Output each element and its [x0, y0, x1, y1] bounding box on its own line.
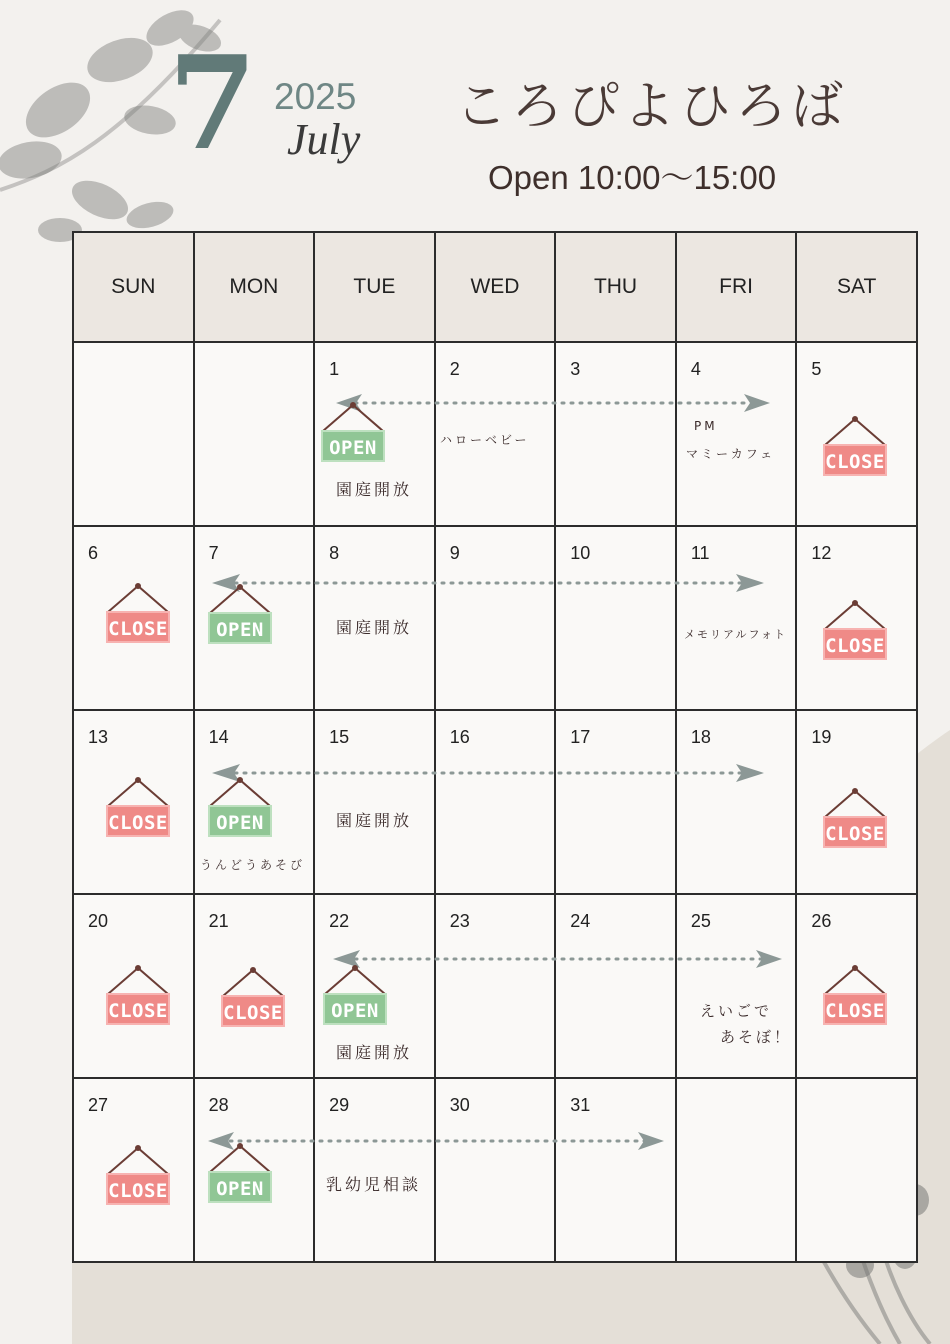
event-garden-open: 園庭開放 — [336, 1043, 413, 1062]
day-number: 12 — [811, 543, 832, 563]
day-number: 17 — [570, 727, 591, 747]
day-number: 24 — [570, 911, 591, 931]
weekday-sun: SUN — [73, 232, 194, 342]
day-number: 28 — [208, 1095, 229, 1115]
sign-label: OPEN — [323, 993, 387, 1025]
close-sign — [823, 788, 887, 848]
day-number: 29 — [329, 1095, 350, 1115]
open-sign — [208, 584, 272, 644]
day-number: 7 — [208, 543, 219, 563]
sign-label: OPEN — [208, 805, 272, 837]
day-cell — [555, 342, 676, 526]
day-cell-empty — [194, 342, 315, 526]
event-pm-label: PM — [694, 419, 718, 433]
day-number: 15 — [329, 727, 350, 747]
sign-label: CLOSE — [823, 816, 887, 848]
month-number: 7 — [168, 29, 258, 179]
sign-label: CLOSE — [823, 628, 887, 660]
week-row — [73, 526, 917, 710]
close-sign — [106, 777, 170, 837]
open-sign — [208, 1143, 272, 1203]
day-cell — [314, 1078, 435, 1262]
weekday-wed: WED — [435, 232, 556, 342]
opening-hours: Open 10:00〜15:00 — [488, 159, 777, 196]
day-cell — [435, 710, 556, 894]
sign-label: CLOSE — [106, 805, 170, 837]
day-cell — [555, 894, 676, 1078]
sign-label: OPEN — [321, 430, 385, 462]
weekday-sat: SAT — [796, 232, 917, 342]
event-hello-baby: ハローベビー — [440, 433, 530, 447]
weekday-thu: THU — [555, 232, 676, 342]
calendar-grid — [72, 231, 918, 1263]
day-cell — [676, 342, 797, 526]
open-sign — [323, 965, 387, 1025]
open-sign — [208, 777, 272, 837]
day-number: 25 — [690, 911, 711, 931]
event-memorial-photo: メモリアルフォト — [684, 628, 788, 641]
event-undou-asobi: うんどうあそび — [200, 858, 306, 872]
close-sign — [106, 1145, 170, 1205]
day-cell — [555, 710, 676, 894]
day-number: 20 — [88, 911, 109, 931]
day-number: 21 — [208, 911, 229, 931]
day-cell — [435, 1078, 556, 1262]
weekday-mon: MON — [194, 232, 315, 342]
day-number: 26 — [811, 911, 832, 931]
day-number: 11 — [690, 543, 710, 563]
event-garden-open: 園庭開放 — [336, 618, 413, 637]
weekday-header-row — [73, 232, 917, 342]
event-garden-open: 園庭開放 — [336, 811, 413, 830]
day-number: 8 — [329, 543, 340, 563]
event-garden-open: 園庭開放 — [336, 480, 413, 499]
sign-label: CLOSE — [221, 995, 285, 1027]
day-number: 6 — [88, 543, 99, 563]
close-sign — [106, 965, 170, 1025]
day-number: 1 — [329, 359, 340, 379]
sign-label: OPEN — [208, 612, 272, 644]
day-cell — [314, 710, 435, 894]
day-number: 3 — [570, 359, 581, 379]
day-number: 16 — [449, 727, 470, 747]
day-cell — [676, 710, 797, 894]
year-label: 2025 — [274, 76, 357, 117]
day-number: 30 — [449, 1095, 470, 1115]
close-sign — [106, 583, 170, 643]
day-number: 19 — [811, 727, 832, 747]
sign-label: CLOSE — [823, 993, 887, 1025]
sign-label: CLOSE — [106, 993, 170, 1025]
day-number: 31 — [570, 1095, 591, 1115]
sign-label: OPEN — [208, 1171, 272, 1203]
week-row — [73, 894, 917, 1078]
day-cell — [435, 894, 556, 1078]
event-infant-consultation: 乳幼児相談 — [326, 1175, 422, 1194]
day-number: 2 — [449, 359, 460, 379]
event-eigo-line1: えいごで — [700, 1002, 773, 1020]
close-sign — [221, 967, 285, 1027]
sign-label: CLOSE — [823, 444, 887, 476]
close-sign — [823, 965, 887, 1025]
weekday-fri: FRI — [676, 232, 797, 342]
day-cell — [555, 526, 676, 710]
day-number: 23 — [449, 911, 470, 931]
day-number: 4 — [690, 359, 701, 379]
day-cell — [676, 526, 797, 710]
day-number: 27 — [88, 1095, 109, 1115]
day-number: 13 — [88, 727, 109, 747]
page-title: ころぴよひろば — [455, 77, 848, 137]
open-sign — [321, 402, 385, 462]
day-cell-empty — [676, 1078, 797, 1262]
day-number: 10 — [570, 543, 591, 563]
event-mommy-cafe: マミーカフェ — [686, 447, 776, 461]
sign-label: CLOSE — [106, 611, 170, 643]
weekday-tue: TUE — [314, 232, 435, 342]
day-number: 22 — [329, 911, 350, 931]
month-name-label: July — [287, 115, 361, 164]
sign-label: CLOSE — [106, 1173, 170, 1205]
day-number: 5 — [811, 359, 822, 379]
day-number: 18 — [690, 727, 711, 747]
close-sign — [823, 416, 887, 476]
day-cell — [435, 526, 556, 710]
day-cell-empty — [796, 1078, 917, 1262]
day-cell — [676, 894, 797, 1078]
event-eigo-line2: あそぼ！ — [720, 1028, 793, 1046]
week-row — [73, 1078, 917, 1262]
day-number: 9 — [449, 543, 460, 563]
day-cell-empty — [73, 342, 194, 526]
day-number: 14 — [208, 727, 229, 747]
day-cell — [555, 1078, 676, 1262]
close-sign — [823, 600, 887, 660]
